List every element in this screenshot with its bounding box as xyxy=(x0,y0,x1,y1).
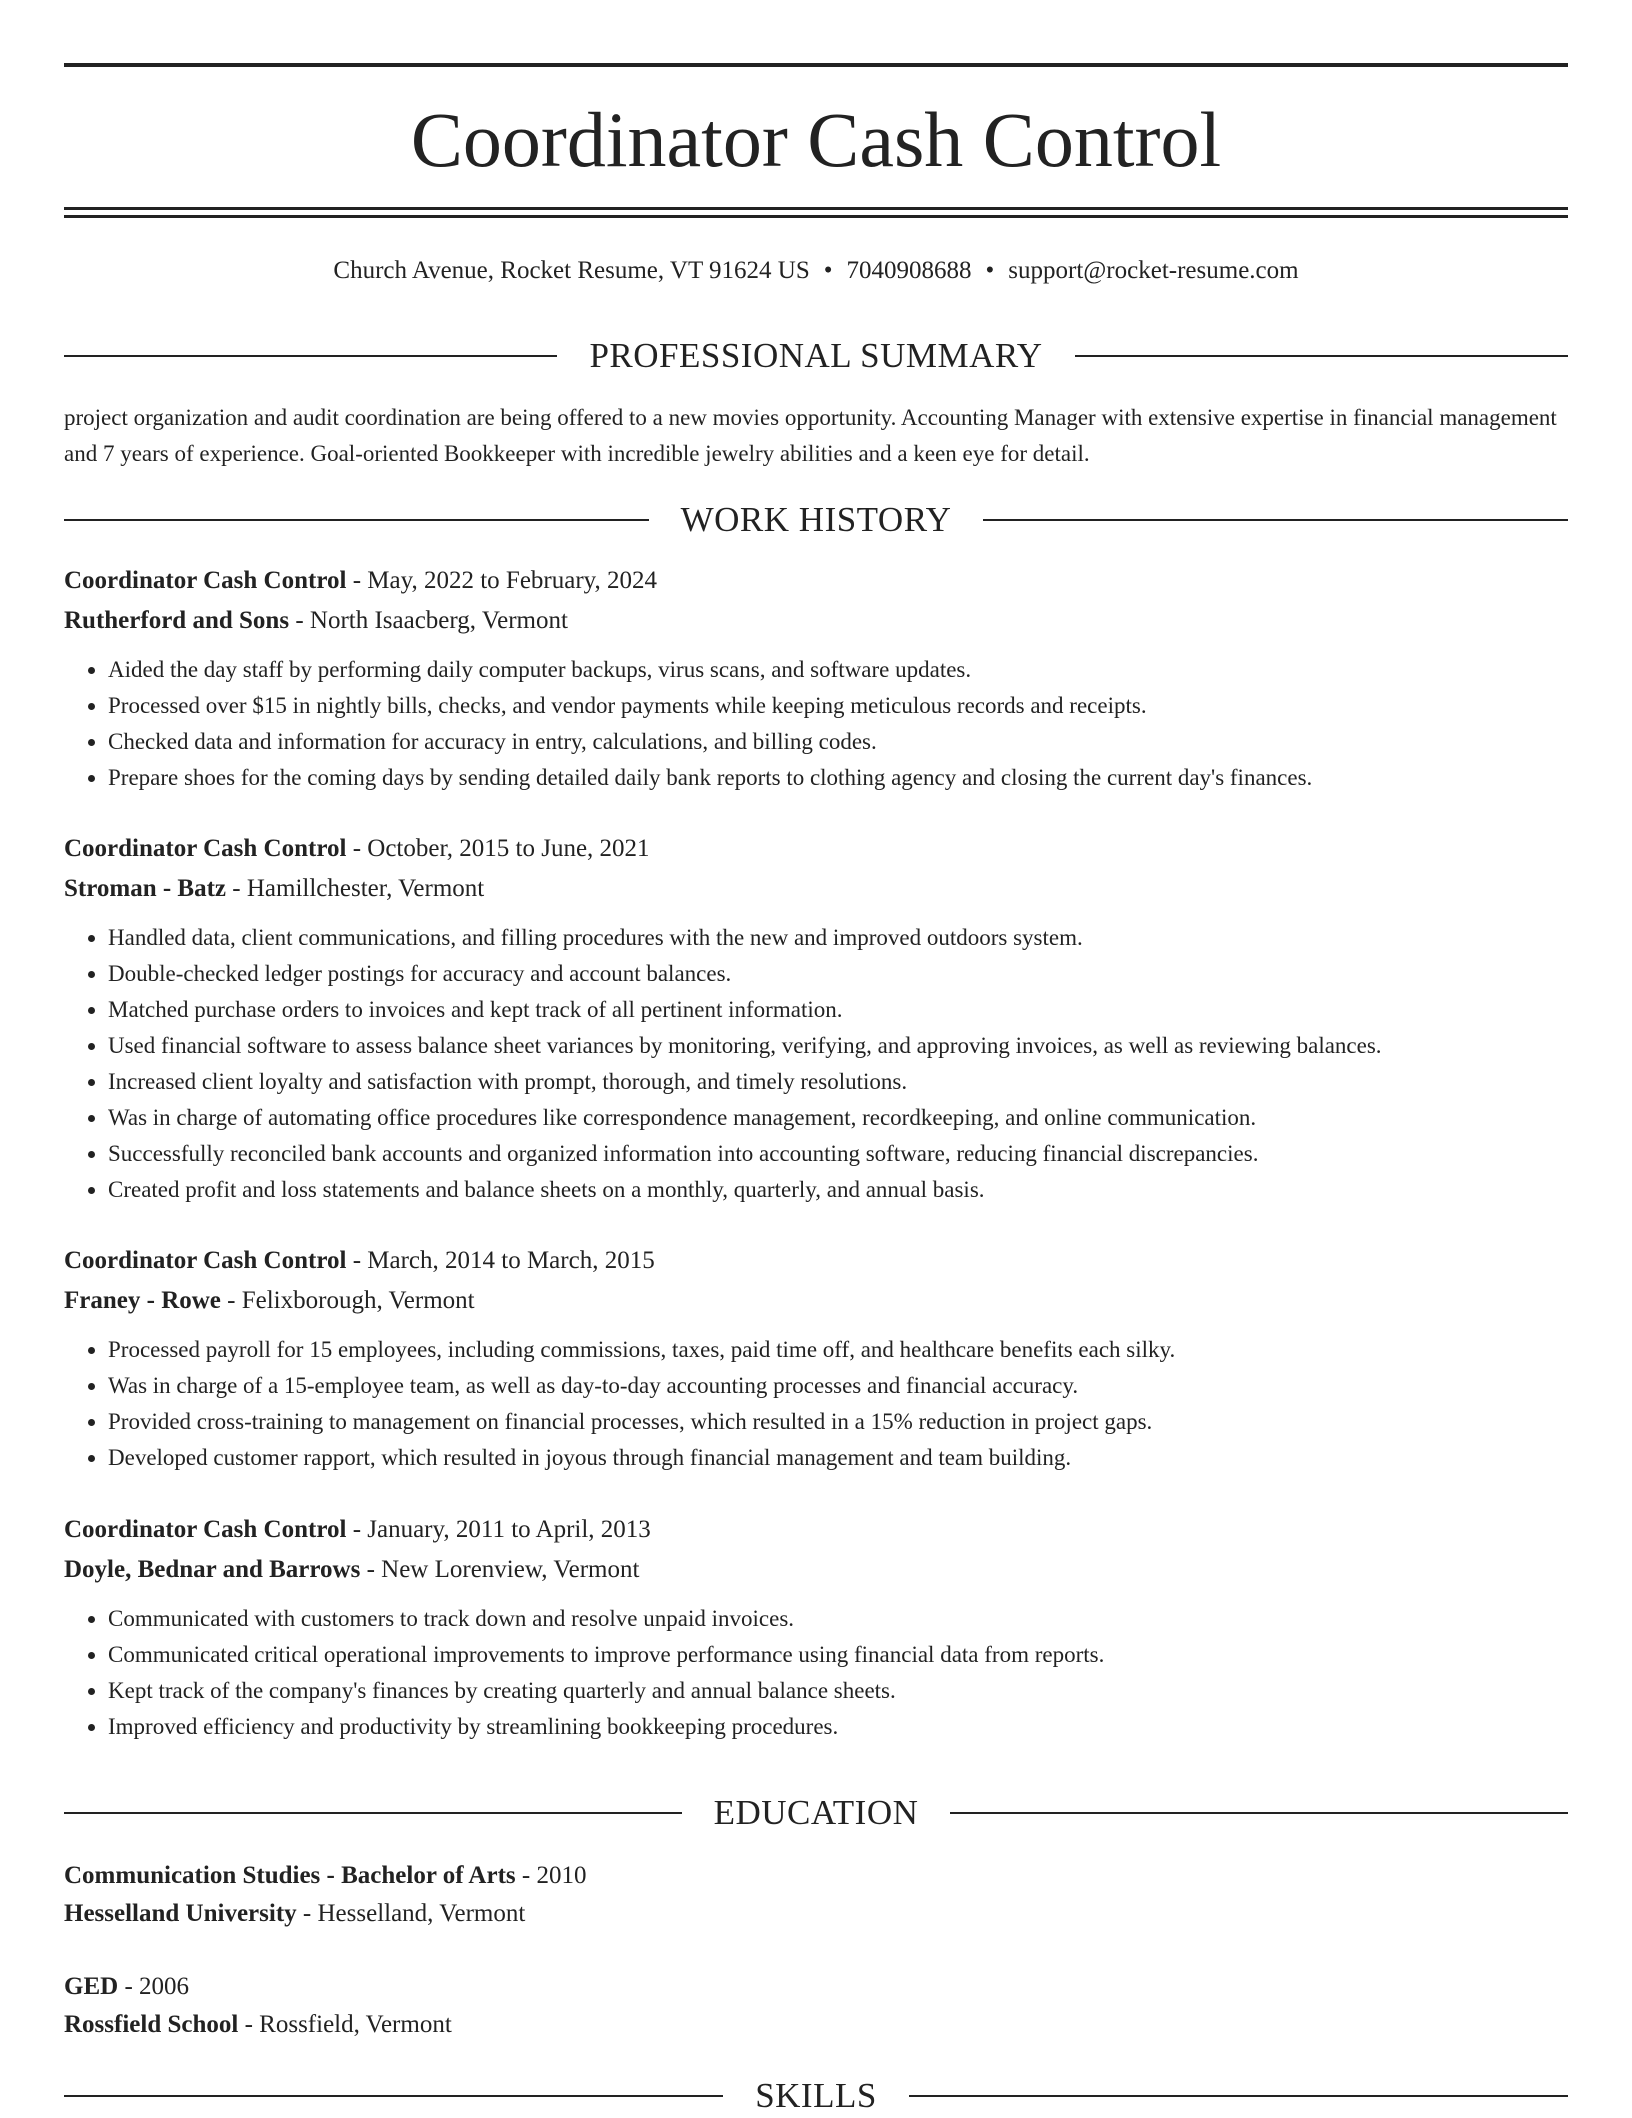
job-dates: May, 2022 to February, 2024 xyxy=(367,567,658,594)
job-title: Coordinator Cash Control xyxy=(64,835,347,862)
dash: - xyxy=(226,875,247,902)
bullet-item: • Was in charge of a 15-employee team, as well as day-to-day accounting processes and financial accuracy. xyxy=(108,1368,1568,1404)
job-company-line xyxy=(64,1282,1568,1320)
bullet-item: • Successfully reconciled bank accounts and organized information into accounting software, reducing financial discrepancies. xyxy=(108,1136,1568,1172)
work-entry xyxy=(64,562,1568,796)
dash: - xyxy=(220,1287,242,1314)
bullet-item: • Was in charge of automating office procedures like correspondence management, recordkeeping, and online communication. xyxy=(108,1100,1568,1136)
heading-rule xyxy=(64,519,649,521)
job-title: Coordinator Cash Control xyxy=(64,567,347,594)
degree-name: Communication Studies - Bachelor of Arts xyxy=(64,1862,516,1889)
job-company-line xyxy=(64,1551,1568,1589)
bullet-item: • Increased client loyalty and satisfaction with prompt, thorough, and timely resolutions. xyxy=(108,1064,1568,1100)
school-line xyxy=(64,2006,1568,2044)
bullet-item: • Matched purchase orders to invoices and kept track of all pertinent information. xyxy=(108,992,1568,1028)
section-heading-work-history xyxy=(64,498,1568,542)
company-location: New Lorenview, Vermont xyxy=(381,1556,640,1583)
summary-text: project organization and audit coordination are being offered to a new movies opportunity. Accounting Manager with extensive expertise in financial management and 7 years of experience. Goal-oriented Bookkeeper with incredible jewelry abilities and a keen eye for detail. xyxy=(64,405,1557,466)
heading-rule xyxy=(950,1812,1568,1814)
section-heading-education xyxy=(64,1791,1568,1835)
degree-line xyxy=(64,1968,1568,2006)
education-entry xyxy=(64,1857,1568,1933)
bullet-item: • Used financial software to assess balance sheet variances by monitoring, verifying, and approving invoices, as well as reviewing balances. xyxy=(108,1028,1568,1064)
bullet-item: • Communicated critical operational improvements to improve performance using financial data from reports. xyxy=(108,1637,1568,1673)
dash: - xyxy=(346,1247,368,1274)
dash: - xyxy=(289,607,310,634)
bullet-item: • Double-checked ledger postings for accuracy and account balances. xyxy=(108,956,1568,992)
bullet-item: • Checked data and information for accuracy in entry, calculations, and billing codes. xyxy=(108,724,1568,760)
company-location: North Isaacberg, Vermont xyxy=(309,607,568,634)
job-dates: March, 2014 to March, 2015 xyxy=(367,1247,655,1274)
contact-phone: 7040908688 xyxy=(846,257,972,284)
job-title-line xyxy=(64,1242,1568,1280)
bullet-item: • Handled data, client communications, and filling procedures with the new and improved outdoors system. xyxy=(108,920,1568,956)
degree-year: 2010 xyxy=(536,1862,587,1889)
bullet-item: • Processed over $15 in nightly bills, checks, and vendor payments while keeping meticulous records and receipts. xyxy=(108,688,1568,724)
job-dates: January, 2011 to April, 2013 xyxy=(367,1516,651,1543)
school-location: Rossfield, Vermont xyxy=(259,2011,452,2038)
degree-name: GED xyxy=(64,1973,119,2000)
dash: - xyxy=(238,2011,260,2038)
header-top-rule xyxy=(64,63,1568,67)
section-title: EDUCATION xyxy=(713,1793,919,1832)
section-heading-summary xyxy=(64,334,1568,378)
heading-rule xyxy=(1075,355,1568,357)
bullet-item: • Provided cross-training to management on financial processes, which resulted in a 15% reduction in project gaps. xyxy=(108,1404,1568,1440)
header-double-rule-upper xyxy=(64,207,1568,210)
school-name: Hesselland University xyxy=(64,1900,297,1927)
contact-address: Church Avenue, Rocket Resume, VT 91624 US xyxy=(333,257,810,284)
job-bullets xyxy=(64,652,1568,796)
bullet-item: • Processed payroll for 15 employees, including commissions, taxes, paid time off, and healthcare benefits each silky. xyxy=(108,1332,1568,1368)
bullet-item: • Prepare shoes for the coming days by sending detailed daily bank reports to clothing agency and closing the current day's finances. xyxy=(108,760,1568,796)
company-name: Franey - Rowe xyxy=(64,1287,221,1314)
dash: - xyxy=(346,567,368,594)
degree-line xyxy=(64,1857,1568,1895)
school-line xyxy=(64,1895,1568,1933)
job-bullets xyxy=(64,1332,1568,1476)
company-location: Felixborough, Vermont xyxy=(241,1287,475,1314)
section-title: PROFESSIONAL SUMMARY xyxy=(589,336,1043,375)
heading-rule xyxy=(64,1812,682,1814)
contact-separator: • xyxy=(985,257,995,284)
job-company-line xyxy=(64,602,1568,640)
dash: - xyxy=(118,1973,140,2000)
heading-rule xyxy=(983,519,1568,521)
company-name: Doyle, Bednar and Barrows xyxy=(64,1556,361,1583)
job-company-line xyxy=(64,870,1568,908)
job-title-line xyxy=(64,1511,1568,1549)
section-title: SKILLS xyxy=(755,2076,877,2115)
job-bullets xyxy=(64,1601,1568,1745)
company-location: Hamillchester, Vermont xyxy=(246,875,485,902)
degree-year: 2006 xyxy=(139,1973,190,2000)
work-entry xyxy=(64,1511,1568,1745)
heading-rule xyxy=(64,2095,723,2097)
job-bullets xyxy=(64,920,1568,1208)
section-heading-skills xyxy=(64,2074,1568,2118)
contact-email: support@rocket-resume.com xyxy=(1008,257,1299,284)
contact-separator: • xyxy=(823,257,833,284)
dash: - xyxy=(360,1556,382,1583)
dash: - xyxy=(296,1900,318,1927)
job-title-line xyxy=(64,830,1568,868)
dash: - xyxy=(346,1516,368,1543)
bullet-item: • Improved efficiency and productivity by streamlining bookkeeping procedures. xyxy=(108,1709,1568,1745)
job-dates: October, 2015 to June, 2021 xyxy=(367,835,650,862)
bullet-item: • Aided the day staff by performing daily computer backups, virus scans, and software updates. xyxy=(108,652,1568,688)
contact-info xyxy=(64,252,1568,290)
company-name: Stroman - Batz xyxy=(64,875,227,902)
bullet-item: • Communicated with customers to track down and resolve unpaid invoices. xyxy=(108,1601,1568,1637)
dash: - xyxy=(515,1862,537,1889)
job-title: Coordinator Cash Control xyxy=(64,1516,347,1543)
heading-rule xyxy=(64,355,557,357)
bullet-item: • Created profit and loss statements and balance sheets on a monthly, quarterly, and annual basis. xyxy=(108,1172,1568,1208)
header-double-rule-lower xyxy=(64,215,1568,218)
section-title: WORK HISTORY xyxy=(680,500,952,539)
company-name: Rutherford and Sons xyxy=(64,607,290,634)
bullet-item: • Developed customer rapport, which resulted in joyous through financial management and team building. xyxy=(108,1440,1568,1476)
candidate-name: Coordinator Cash Control xyxy=(410,96,1222,183)
work-entry xyxy=(64,1242,1568,1476)
bullet-item: • Kept track of the company's finances by creating quarterly and annual balance sheets. xyxy=(108,1673,1568,1709)
school-name: Rossfield School xyxy=(64,2011,239,2038)
job-title: Coordinator Cash Control xyxy=(64,1247,347,1274)
school-location: Hesselland, Vermont xyxy=(317,1900,526,1927)
heading-rule xyxy=(909,2095,1568,2097)
work-entry xyxy=(64,830,1568,1208)
job-title-line xyxy=(64,562,1568,600)
education-entry xyxy=(64,1968,1568,2044)
dash: - xyxy=(346,835,368,862)
